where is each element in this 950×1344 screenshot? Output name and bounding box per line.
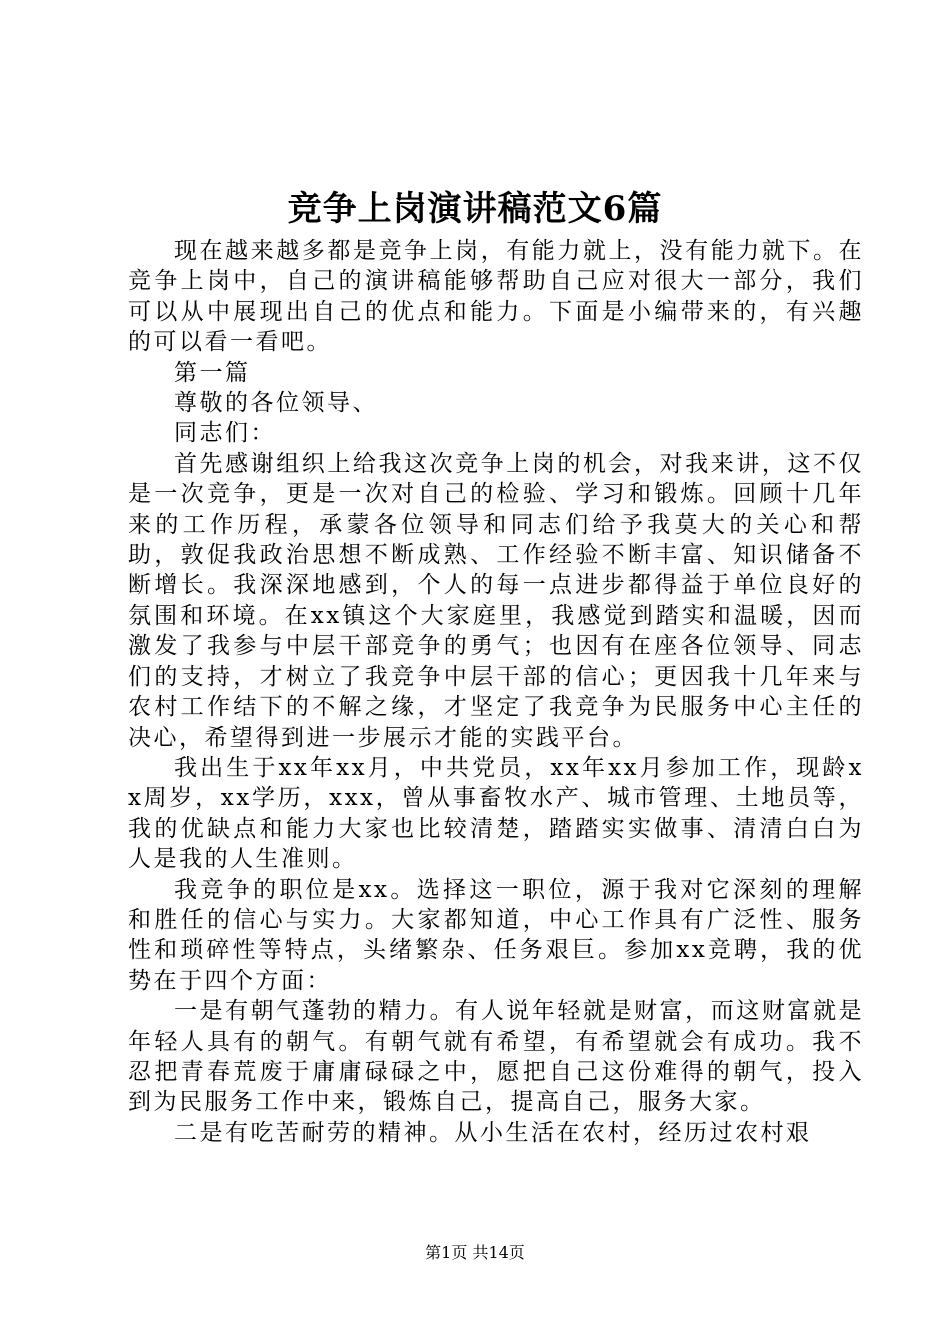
salutation-line: 同志们： [174, 420, 276, 447]
body-paragraph: 首先感谢组织上给我这次竞争上岗的机会，对我来讲，这不仅是一次竞争，更是一次对自己的检验、学习和锻炼。回顾十几年来的工作历程，承蒙各位领导和同志们给予我莫大的关心和帮助，敦促我政治思想不断成熟、工作经验不断丰富、知识储备不断增长。我深深地感到，个人的每一点进步都得益于单位良好的氛围和环境。在xx镇这个大家庭里，我感觉到踏实和温暖，因而激发了我参与中层干部竞争的勇气；也因有在座各位领导、同志们的支持，才树立了我竞争中层干部的信心；更因我十几年来与农村工作结下的不解之缘，才坚定了我竞争为民服务中心主任的决心，希望得到进一步展示才能的实践平台。 [128, 450, 864, 751]
body-paragraph: 二是有吃苦耐劳的精神。从小生活在农村，经历过农村艰 [174, 1119, 812, 1146]
body-paragraph: 我竞争的职位是xx。选择这一职位，源于我对它深刻的理解和胜任的信心与实力。大家都知道，中心工作具有广泛性、服务性和琐碎性等特点，头绪繁杂、任务艰巨。参加xx竞聘，我的优势在于四个方面： [128, 876, 864, 994]
document-title: 竞争上岗演讲稿范文6篇 [287, 189, 663, 229]
section-heading: 第一篇 [174, 359, 251, 386]
document-body [128, 236, 864, 1148]
body-paragraph: 一是有朝气蓬勃的精力。有人说年轻就是财富，而这财富就是年轻人具有的朝气。有朝气就有希望，有希望就会有成功。我不忍把青春荒废于庸庸碌碌之中，愿把自己这份难得的朝气，投入到为民服务工作中来，锻炼自己，提高自己，服务大家。 [128, 998, 864, 1116]
intro-paragraph: 现在越来越多都是竞争上岗，有能力就上，没有能力就下。在竞争上岗中，自己的演讲稿能够帮助自己应对很大一部分，我们可以从中展现出自己的优点和能力。下面是小编带来的，有兴趣的可以看一看吧。 [128, 238, 864, 356]
body-paragraph: 我出生于xx年xx月，中共党员，xx年xx月参加工作，现龄xx周岁，xx学历，xxx，曾从事畜牧水产、城市管理、土地员等，我的优缺点和能力大家也比较清楚，踏踏实实做事、清清白白为人是我的人生准则。 [128, 754, 864, 873]
salutation-line: 尊敬的各位领导、 [174, 390, 378, 417]
page-number-footer: 第1页 共14页 [425, 1243, 525, 1262]
